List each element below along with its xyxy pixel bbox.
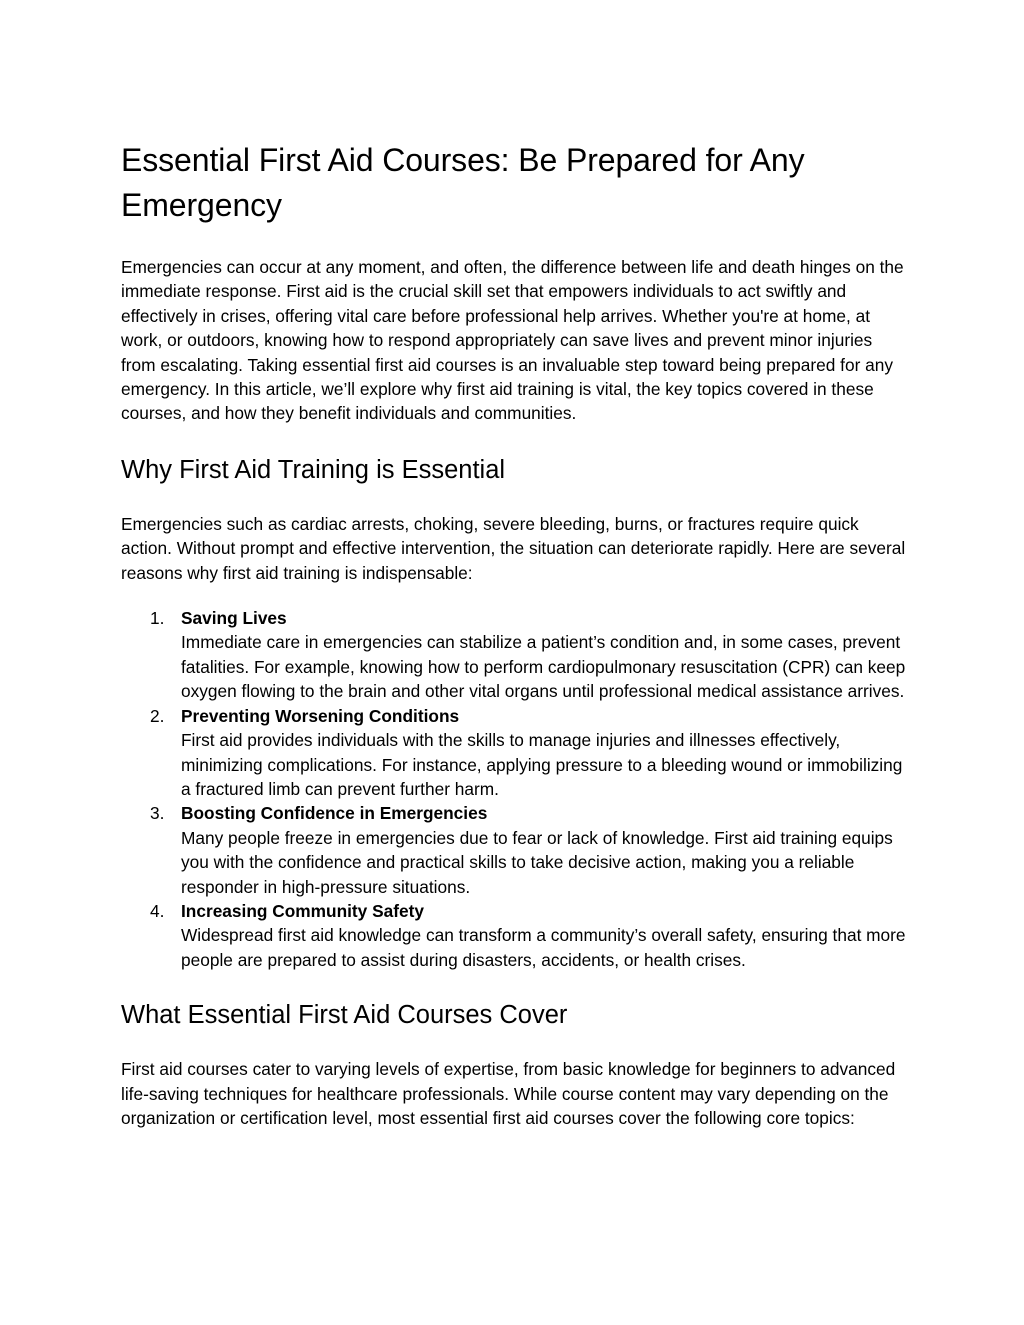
list-item-number: 2. [150, 705, 165, 726]
list-item-title: Boosting Confidence in Emergencies [181, 803, 488, 824]
reasons-list [121, 606, 911, 972]
list-item-number: 3. [150, 803, 165, 824]
section-paragraph-why: Emergencies such as cardiac arrests, choking, severe bleeding, burns, or fractures require quick action. Without prompt and effective intervention, the situation can deteriorate rapidly. Here are several reasons why first aid training is indispensable: [121, 513, 906, 583]
list-item-number: 4. [150, 900, 165, 921]
page-title: Essential First Aid Courses: Be Prepared for Any Emergency [121, 142, 805, 223]
list-item-title: Preventing Worsening Conditions [181, 705, 460, 726]
list-item [121, 801, 911, 899]
section-heading-cover: What Essential First Aid Courses Cover [121, 1001, 568, 1030]
list-item [121, 606, 911, 704]
list-item-body: Immediate care in emergencies can stabilize a patient’s condition and, in some cases, prevent fatalities. For example, knowing how to perform cardiopulmonary resuscitation (CPR) can keep oxygen flowing to the brain and other vital organs until professional medical assistance arrives. [181, 632, 906, 702]
list-item-body: Widespread first aid knowledge can transform a community’s overall safety, ensuring that more people are prepared to assist during disasters, accidents, or health crises. [181, 925, 906, 970]
intro-paragraph: Emergencies can occur at any moment, and often, the difference between life and death hinges on the immediate response. First aid is the crucial skill set that empowers individuals to act swiftly and effectively in crises, offering vital care before professional help arrives. Whether you're at home, at work, or outdoors, knowing how to respond appropriately can save lives and prevent minor injuries from escalating. Taking essential first aid courses is an invaluable step toward being prepared for any emergency. In this article, we’ll explore why first aid training is vital, the key topics covered in these courses, and how they benefit individuals and communities. [121, 257, 904, 424]
section-paragraph-cover: First aid courses cater to varying levels of expertise, from basic knowledge for beginners to advanced life-saving techniques for healthcare professionals. While course content may vary depending on the organization or certification level, most essential first aid courses cover the following core topics: [121, 1059, 896, 1128]
list-item-title: Saving Lives [181, 608, 287, 629]
document-page [121, 138, 911, 1130]
list-item-title: Increasing Community Safety [181, 900, 424, 921]
section-heading-why: Why First Aid Training is Essential [121, 455, 506, 484]
list-item-body: Many people freeze in emergencies due to fear or lack of knowledge. First aid training equips you with the confidence and practical skills to take decisive action, making you a reliable responder in high-pressure situations. [181, 827, 893, 897]
list-item-body: First aid provides individuals with the skills to manage injuries and illnesses effectively, minimizing complications. For instance, applying pressure to a bleeding wound or immobilizing a fractured limb can prevent further harm. [181, 730, 903, 799]
list-item [121, 899, 911, 972]
list-item-number: 1. [150, 608, 165, 629]
list-item [121, 704, 911, 802]
